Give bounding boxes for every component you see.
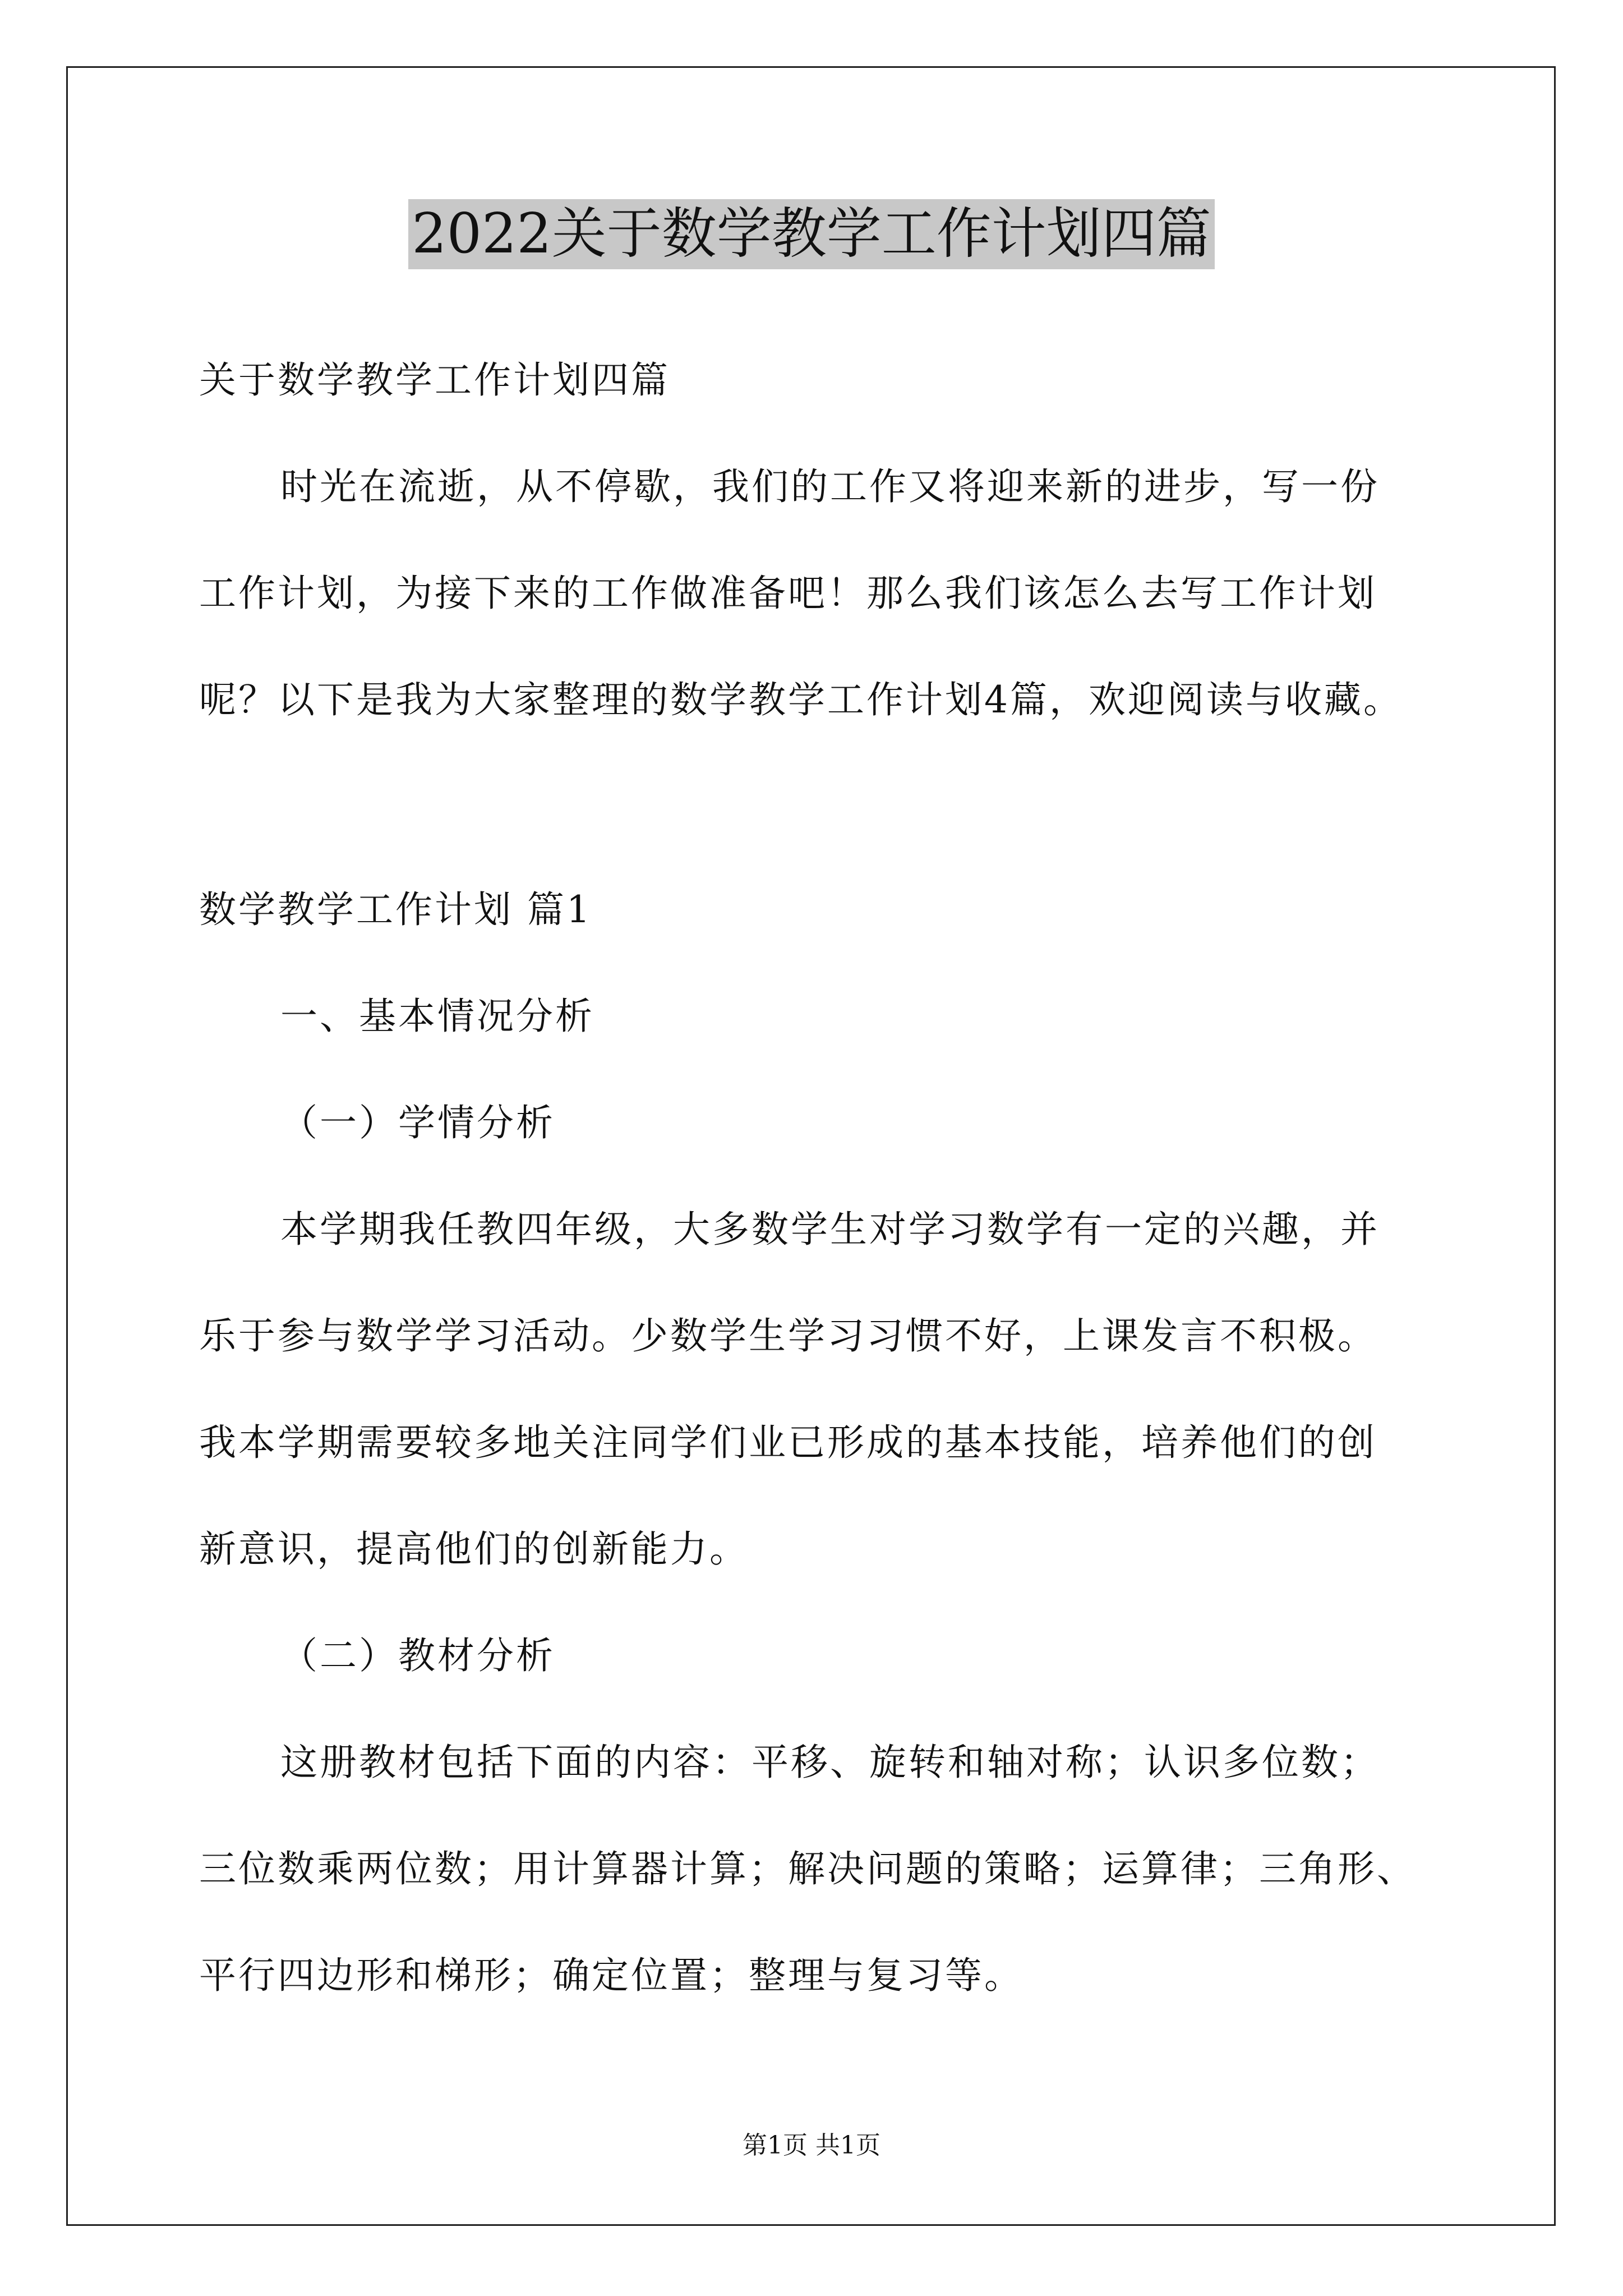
para1-line-2: 乐于参与数学学习活动。少数学生学习习惯不好，上课发言不积极。: [199, 1314, 1377, 1358]
title-container: [0, 199, 1623, 269]
para2-line-3: 平行四边形和梯形；确定位置；整理与复习等。: [199, 1954, 1023, 1997]
para1-line-1: 本学期我任教四年级，大多数学生对学习数学有一定的兴趣，并: [280, 1208, 1380, 1251]
para2-line-2: 三位数乘两位数；用计算器计算；解决问题的策略；运算律；三角形、: [199, 1847, 1416, 1890]
document-title: 2022关于数学教学工作计划四篇: [408, 199, 1214, 269]
para1-line-3: 我本学期需要较多地关注同学们业已形成的基本技能，培养他们的创: [199, 1421, 1377, 1464]
subheading-2: （二）教材分析: [280, 1634, 555, 1677]
section-heading: 数学教学工作计划 篇1: [199, 888, 592, 931]
page-footer: 第1页 共1页: [743, 2131, 880, 2160]
intro-line-3: 呢？以下是我为大家整理的数学教学工作计划4篇，欢迎阅读与收藏。: [199, 678, 1403, 721]
intro-line-1: 时光在流逝，从不停歇，我们的工作又将迎来新的进步，写一份: [280, 465, 1380, 508]
intro-line-2: 工作计划，为接下来的工作做准备吧！那么我们该怎么去写工作计划: [199, 572, 1377, 615]
para1-line-4: 新意识，提高他们的创新能力。: [199, 1527, 749, 1571]
para2-line-1: 这册教材包括下面的内容：平移、旋转和轴对称；认识多位数；: [280, 1741, 1380, 1784]
subtitle: 关于数学教学工作计划四篇: [199, 358, 670, 402]
part-heading: 一、基本情况分析: [280, 995, 594, 1038]
subheading-1: （一）学情分析: [280, 1101, 555, 1144]
